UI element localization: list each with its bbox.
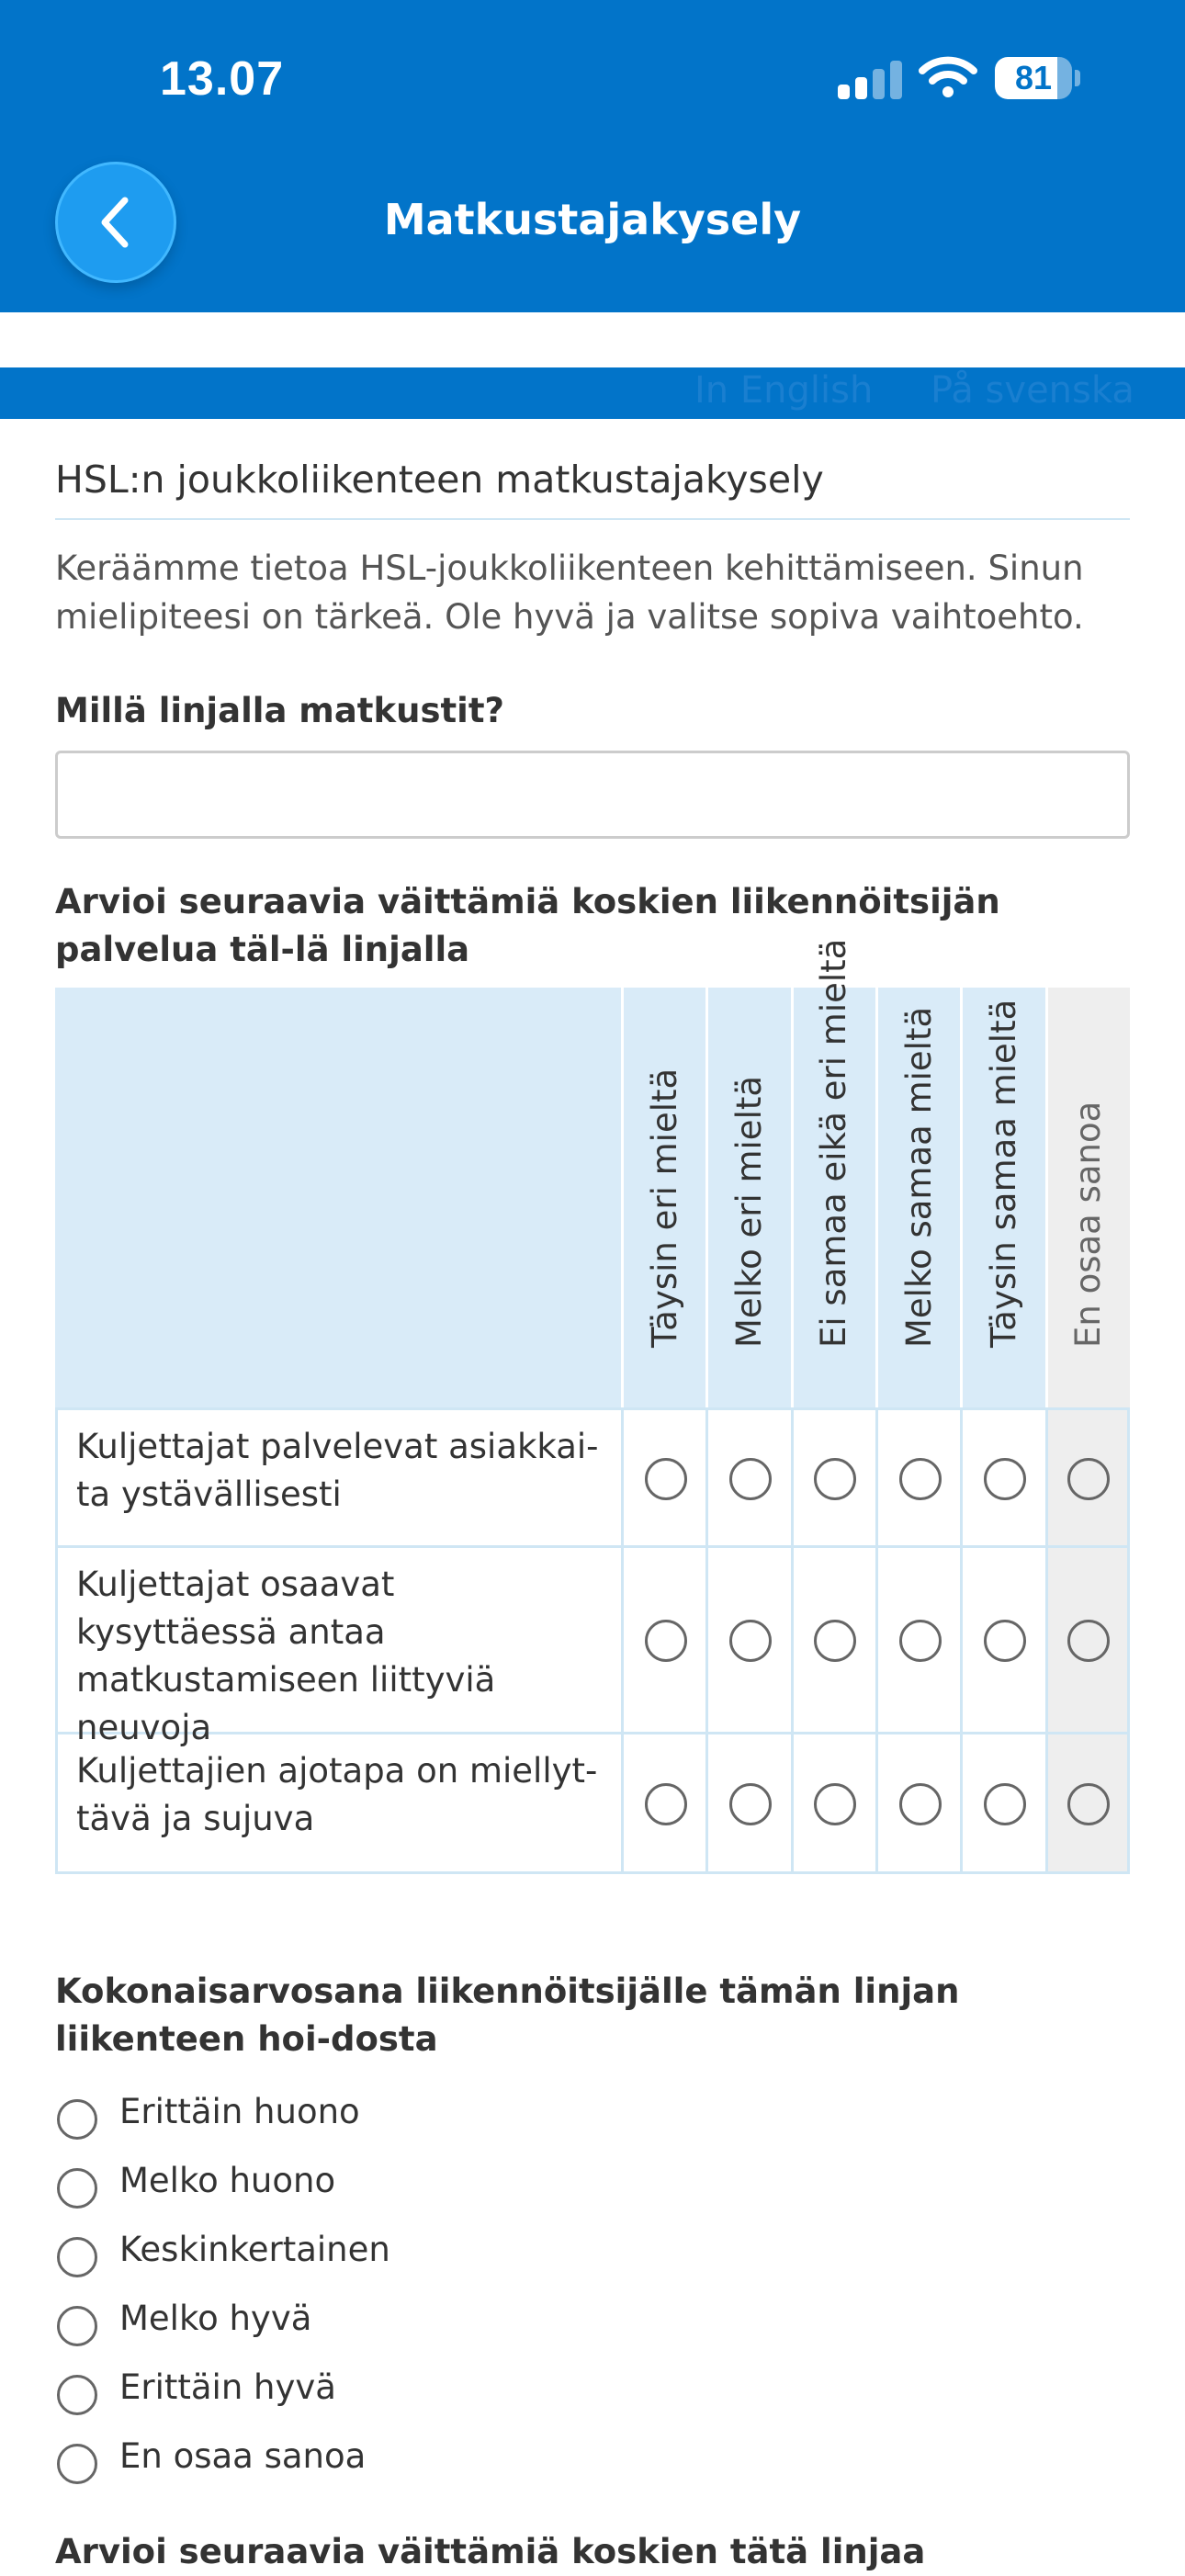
matrix-radio[interactable] (984, 1783, 1026, 1825)
matrix-radio[interactable] (814, 1458, 856, 1500)
matrix-radio[interactable] (899, 1458, 942, 1500)
matrix-cell (875, 1734, 960, 1874)
matrix-radio[interactable] (1067, 1783, 1110, 1825)
matrix-radio[interactable] (814, 1620, 856, 1662)
overall-radio[interactable] (57, 2375, 97, 2415)
overall-radio[interactable] (57, 2306, 97, 2346)
matrix-radio[interactable] (645, 1783, 687, 1825)
overall-option-label: Erittäin huono (119, 2092, 360, 2131)
matrix-radio[interactable] (984, 1620, 1026, 1662)
matrix-cell (960, 1407, 1044, 1548)
overall-radio[interactable] (57, 2099, 97, 2140)
matrix-corner-cell (55, 988, 621, 1407)
overall-radio[interactable] (57, 2237, 97, 2277)
matrix-cell (875, 1548, 960, 1734)
matrix-cell (621, 1548, 705, 1734)
matrix-cell (875, 1407, 960, 1548)
question-line-label: Millä linjalla matkustit? (55, 691, 504, 730)
matrix-cell (705, 1548, 790, 1734)
matrix-column-header (705, 988, 790, 1407)
matrix-cell (1045, 1734, 1130, 1874)
overall-radio[interactable] (57, 2444, 97, 2484)
overall-option-label: Melko hyvä (119, 2299, 312, 2338)
question-overall-label: Kokonaisarvosana liikennöitsijälle tämän linjan liikenteen hoi-dosta (55, 1972, 960, 2059)
matrix-radio[interactable] (899, 1783, 942, 1825)
overall-radio[interactable] (57, 2168, 97, 2209)
matrix-column-header (960, 988, 1044, 1407)
matrix-column-label: Täysin eri mieltä (644, 1068, 684, 1348)
matrix-cell (1045, 1407, 1130, 1548)
matrix-radio[interactable] (814, 1783, 856, 1825)
line-input[interactable] (55, 751, 1130, 839)
matrix-cell (705, 1734, 790, 1874)
cellular-signal-icon (838, 61, 902, 99)
matrix-row-label: Kuljettajien ajotapa on miellyt-tävä ja sujuva (55, 1734, 621, 1874)
rating-matrix (55, 938, 1130, 1874)
battery-tip (1075, 70, 1080, 86)
overall-option-label: Keskinkertainen (119, 2230, 390, 2269)
wifi-icon (919, 55, 977, 99)
matrix-column-label: Melko eri mieltä (728, 1075, 769, 1348)
matrix-radio[interactable] (645, 1620, 687, 1662)
matrix-column-header (621, 988, 705, 1407)
matrix-radio[interactable] (1067, 1620, 1110, 1662)
matrix-radio[interactable] (729, 1783, 772, 1825)
matrix-column-header (875, 988, 960, 1407)
lang-link-swedish[interactable]: På svenska (931, 369, 1134, 412)
matrix-cell (621, 1734, 705, 1874)
matrix-cell (791, 1734, 875, 1874)
title-divider (55, 518, 1130, 520)
question-next-label: Arvioi seuraavia väittämiä koskien tätä linjaa (55, 2532, 926, 2571)
matrix-radio[interactable] (984, 1458, 1026, 1500)
matrix-column-header (1045, 988, 1130, 1407)
matrix-cell (1045, 1548, 1130, 1734)
survey-intro: Keräämme tietoa HSL-joukkoliikenteen kehittämiseen. Sinun mielipiteesi on tärkeä. Ole hyvä ja valitse sopiva vaihtoehto. (55, 548, 1084, 637)
overall-option-label: Erittäin hyvä (119, 2367, 336, 2407)
matrix-cell (791, 1407, 875, 1548)
matrix-radio[interactable] (899, 1620, 942, 1662)
matrix-radio[interactable] (1067, 1458, 1110, 1500)
matrix-radio[interactable] (645, 1458, 687, 1500)
overall-option-label: Melko huono (119, 2161, 336, 2200)
matrix-column-label: En osaa sanoa (1068, 1101, 1109, 1348)
matrix-row-label: Kuljettajat palvelevat asiakkai-ta ystävällisesti (55, 1407, 621, 1548)
matrix-column-label: Melko samaa mieltä (898, 1006, 939, 1348)
matrix-cell (791, 1548, 875, 1734)
matrix-radio[interactable] (729, 1620, 772, 1662)
status-time: 13.07 (160, 52, 285, 106)
matrix-cell (960, 1734, 1044, 1874)
page-title: Matkustajakysely (383, 195, 802, 244)
matrix-column-label: Ei samaa eikä eri mieltä (814, 938, 854, 1348)
survey-title: HSL:n joukkoliikenteen matkustajakysely (55, 458, 824, 502)
overall-option-label: En osaa sanoa (119, 2436, 367, 2476)
matrix-column-header (791, 938, 875, 1407)
battery-icon (995, 57, 1072, 99)
matrix-cell (621, 1407, 705, 1548)
question-matrix-label: Arvioi seuraavia väittämiä koskien liikennöitsijän palvelua täl-lä linjalla (55, 882, 1000, 969)
matrix-column-label: Täysin samaa mieltä (983, 999, 1023, 1348)
matrix-radio[interactable] (729, 1458, 772, 1500)
matrix-cell (960, 1548, 1044, 1734)
matrix-row-label: Kuljettajat osaavat kysyttäessä antaa matkustamiseen liittyviä neuvoja (55, 1548, 621, 1734)
battery-percent: 81 (1014, 59, 1053, 96)
lang-link-english[interactable]: In English (694, 369, 874, 412)
matrix-cell (705, 1407, 790, 1548)
app-header (0, 0, 1185, 312)
